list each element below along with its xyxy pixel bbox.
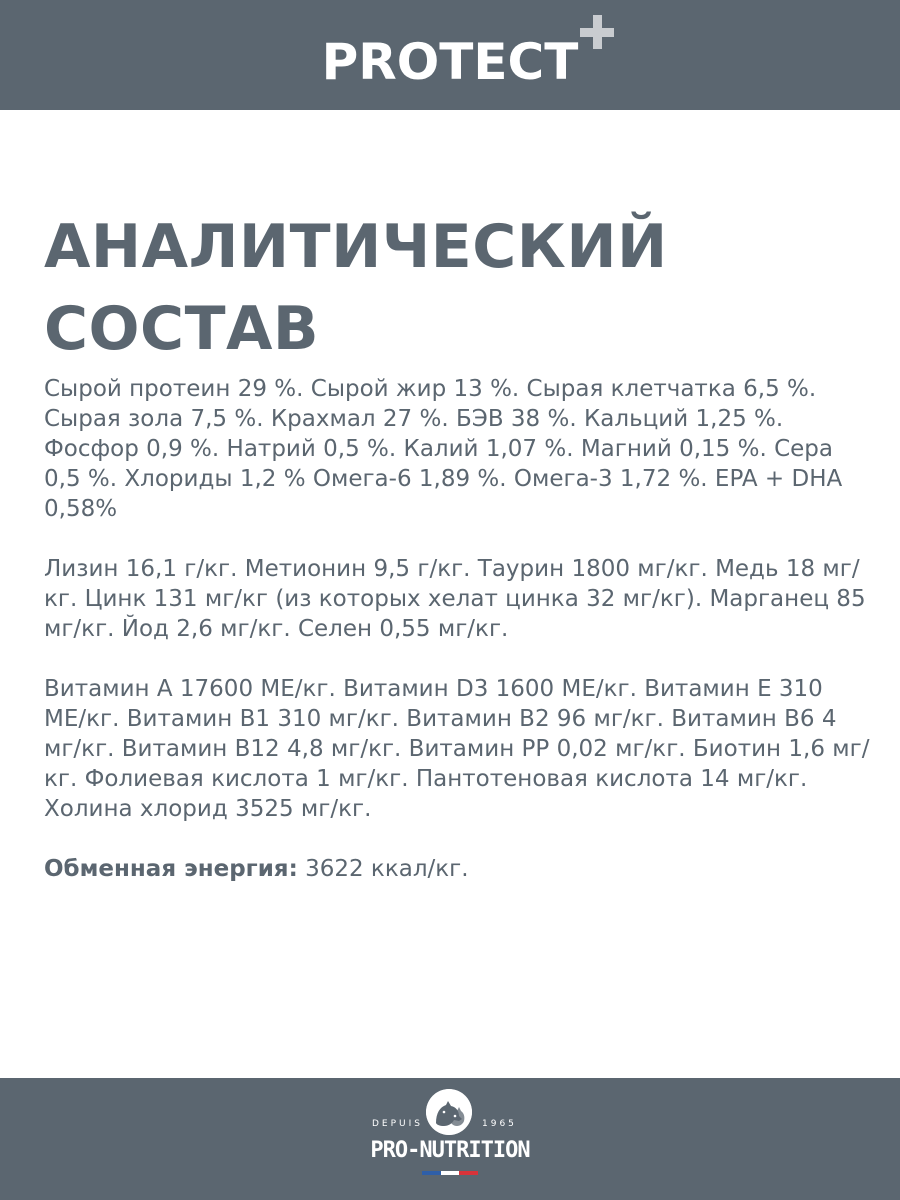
amino-minerals-paragraph: Лизин 16,1 г/кг. Метионин 9,5 г/кг. Таурин 1800 мг/кг. Медь 18 мг/кг. Цинк 131 мг/кг (из которых хелат цинка 32 мг/кг). Марганец 85 мг/кг. Йод 2,6 мг/кг. Селен 0,55 мг/кг.: [44, 556, 866, 642]
french-flag-stripe: [422, 1171, 478, 1175]
flag-blue: [422, 1171, 441, 1175]
protect-logo: [0, 0, 900, 110]
nutrients-paragraph: Сырой протеин 29 %. Сырой жир 13 %. Сырая клетчатка 6,5 %. Сырая зола 7,5 %. Крахмал 27 %. БЭВ 38 %. Кальций 1,25 %. Фосфор 0,9 %. Натрий 0,5 %. Калий 1,07 %. Магний 0,15 %. Сера 0,5 %. Хлориды 1,2 % Омега-6 1,89 %. Омега-3 1,72 %. EPA + DHA 0,58%: [44, 376, 843, 522]
energy-paragraph: [44, 854, 870, 884]
page-title-line-2: СОСТАВ: [44, 294, 320, 364]
page-title: [44, 206, 668, 370]
brand-name: PRO-NUTRITION: [370, 1138, 530, 1163]
protect-logo-label: PROTECT: [321, 33, 579, 91]
energy-value: 3622 ккал/кг.: [297, 856, 469, 882]
dog-cat-icon: [426, 1089, 472, 1135]
page-title-line-1: АНАЛИТИЧЕСКИЙ: [44, 212, 668, 282]
flag-red: [459, 1171, 478, 1175]
composition-content: [44, 374, 870, 914]
flag-white: [441, 1171, 460, 1175]
brand-year-label: 1965: [482, 1119, 517, 1129]
pro-nutrition-logo: [0, 1078, 900, 1200]
plus-icon: [580, 15, 614, 49]
brand-since-label: DEPUIS: [372, 1119, 423, 1129]
protect-logo-text: [321, 33, 579, 91]
vitamins-paragraph: Витамин A 17600 МЕ/кг. Витамин D3 1600 МЕ/кг. Витамин E 310 МЕ/кг. Витамин B1 310 мг/кг. Витамин B2 96 мг/кг. Витамин B6 4 мг/кг. Витамин B12 4,8 мг/кг. Витамин PP 0,02 мг/кг. Биотин 1,6 мг/кг. Фолиевая кислота 1 мг/кг. Пантотеновая кислота 14 мг/кг. Холина хлорид 3525 мг/кг.: [44, 676, 870, 822]
energy-label: Обменная энергия:: [44, 856, 298, 882]
